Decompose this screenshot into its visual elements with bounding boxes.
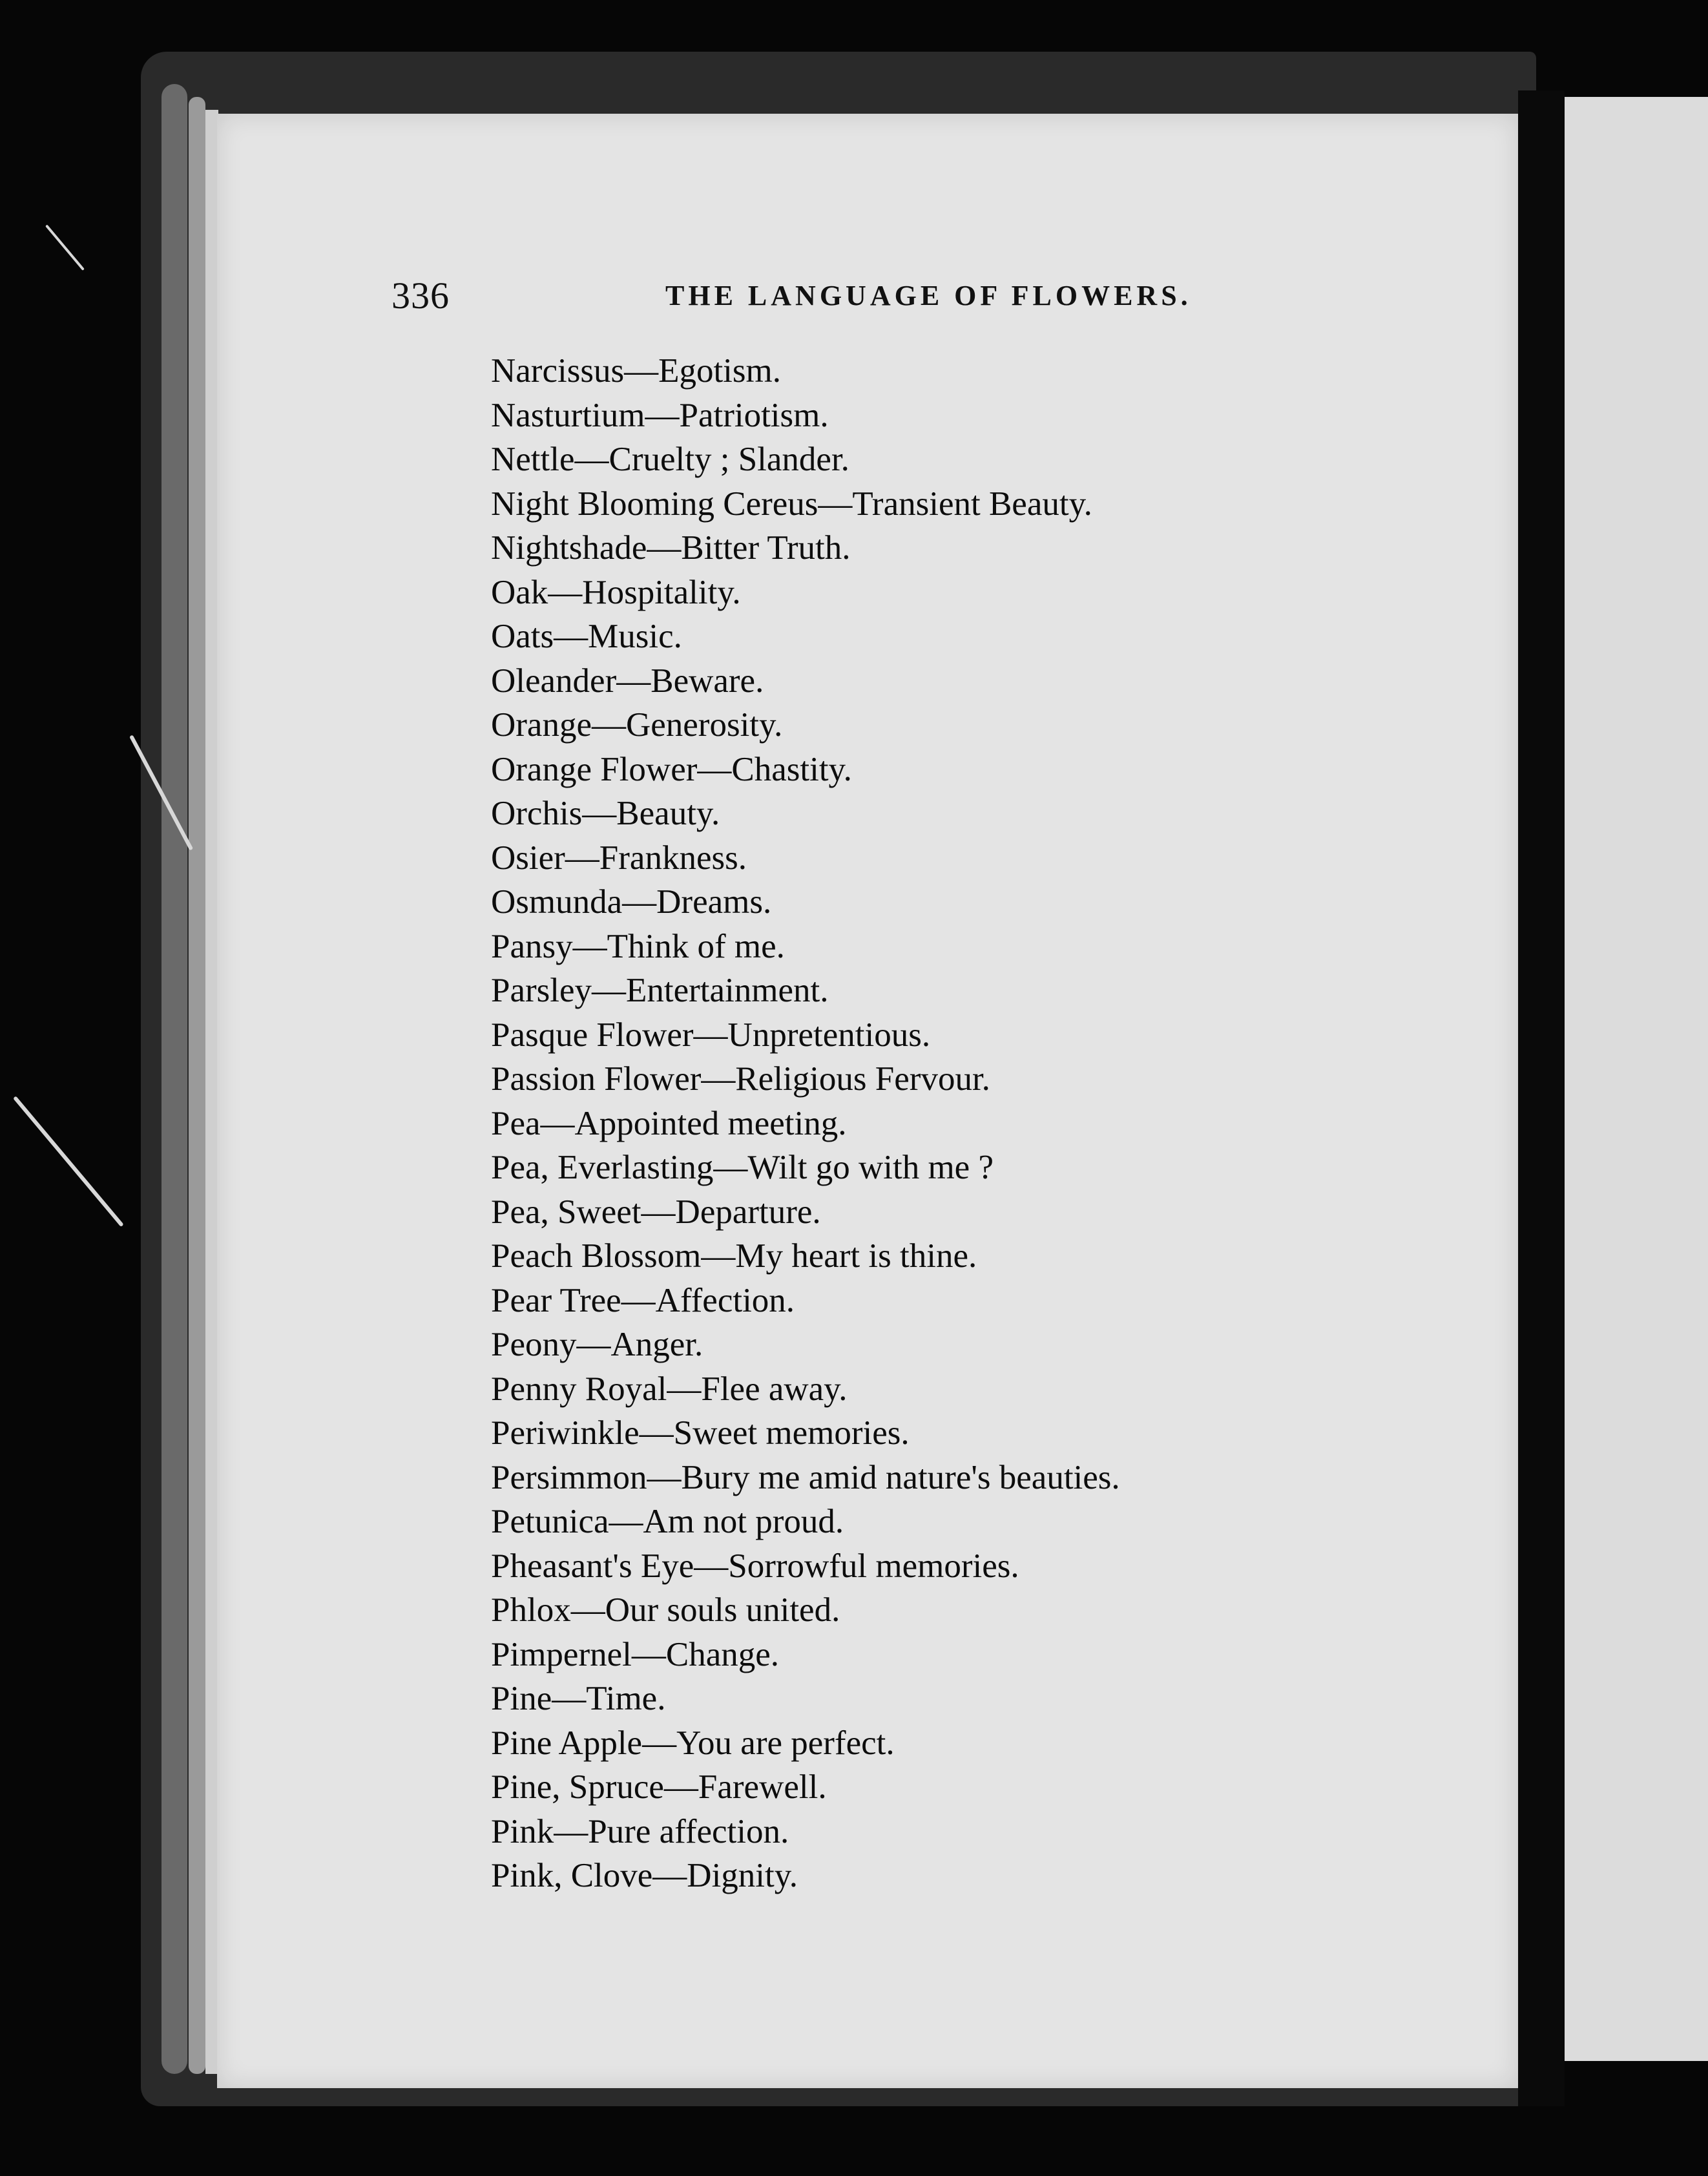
list-item: Passion Flower—Religious Fervour. — [491, 1060, 990, 1098]
list-item: Nettle—Cruelty ; Slander. — [491, 441, 849, 478]
list-item: Pansy—Think of me. — [491, 927, 785, 965]
list-item: Pea, Everlasting—Wilt go with me ? — [491, 1149, 994, 1186]
list-item: Osier—Frankness. — [491, 839, 747, 877]
list-item: Osmunda—Dreams. — [491, 883, 772, 921]
list-item: Oak—Hospitality. — [491, 573, 741, 611]
list-item: Petunica—Am not proud. — [491, 1503, 844, 1540]
facing-page — [1563, 97, 1708, 2061]
list-item: Persimmon—Bury me amid nature's beauties. — [491, 1458, 1120, 1496]
list-item: Pea, Sweet—Departure. — [491, 1193, 821, 1231]
list-item: Peach Blossom—My heart is thine. — [491, 1237, 977, 1275]
page-edge — [205, 110, 218, 2074]
list-item: Oleander—Beware. — [491, 662, 764, 700]
page-number: 336 — [391, 275, 450, 317]
scratch-mark — [13, 1096, 124, 1227]
list-item: Pine—Time. — [491, 1680, 666, 1717]
flower-meaning-list — [491, 349, 1395, 1898]
list-item: Pear Tree—Affection. — [491, 1281, 795, 1319]
list-item: Phlox—Our souls united. — [491, 1591, 840, 1629]
page-edge — [189, 97, 205, 2074]
list-item: Pink, Clove—Dignity. — [491, 1857, 798, 1894]
list-item: Narcissus—Egotism. — [491, 352, 781, 390]
list-item: Pasque Flower—Unpretentious. — [491, 1016, 931, 1054]
list-item: Orange Flower—Chastity. — [491, 750, 852, 788]
list-item: Night Blooming Cereus—Transient Beauty. — [491, 485, 1092, 523]
list-item: Periwinkle—Sweet memories. — [491, 1414, 910, 1452]
page-edge — [161, 84, 187, 2074]
book-gutter — [1518, 90, 1565, 2106]
list-item: Nightshade—Bitter Truth. — [491, 529, 851, 567]
list-item: Oats—Music. — [491, 618, 682, 655]
list-item: Pine Apple—You are perfect. — [491, 1724, 895, 1762]
list-item: Pine, Spruce—Farewell. — [491, 1768, 827, 1806]
list-item: Orange—Generosity. — [491, 706, 783, 744]
list-item: Penny Royal—Flee away. — [491, 1370, 848, 1408]
list-item: Nasturtium—Patriotism. — [491, 396, 829, 434]
list-item: Parsley—Entertainment. — [491, 972, 829, 1009]
running-head: THE LANGUAGE OF FLOWERS. — [665, 280, 1192, 311]
list-item: Pheasant's Eye—Sorrowful memories. — [491, 1547, 1019, 1585]
scratch-mark — [45, 224, 85, 271]
list-item: Pink—Pure affection. — [491, 1812, 789, 1850]
list-item: Orchis—Beauty. — [491, 795, 720, 832]
list-item: Pimpernel—Change. — [491, 1635, 779, 1673]
list-item: Pea—Appointed meeting. — [491, 1104, 847, 1142]
list-item: Peony—Anger. — [491, 1326, 703, 1363]
